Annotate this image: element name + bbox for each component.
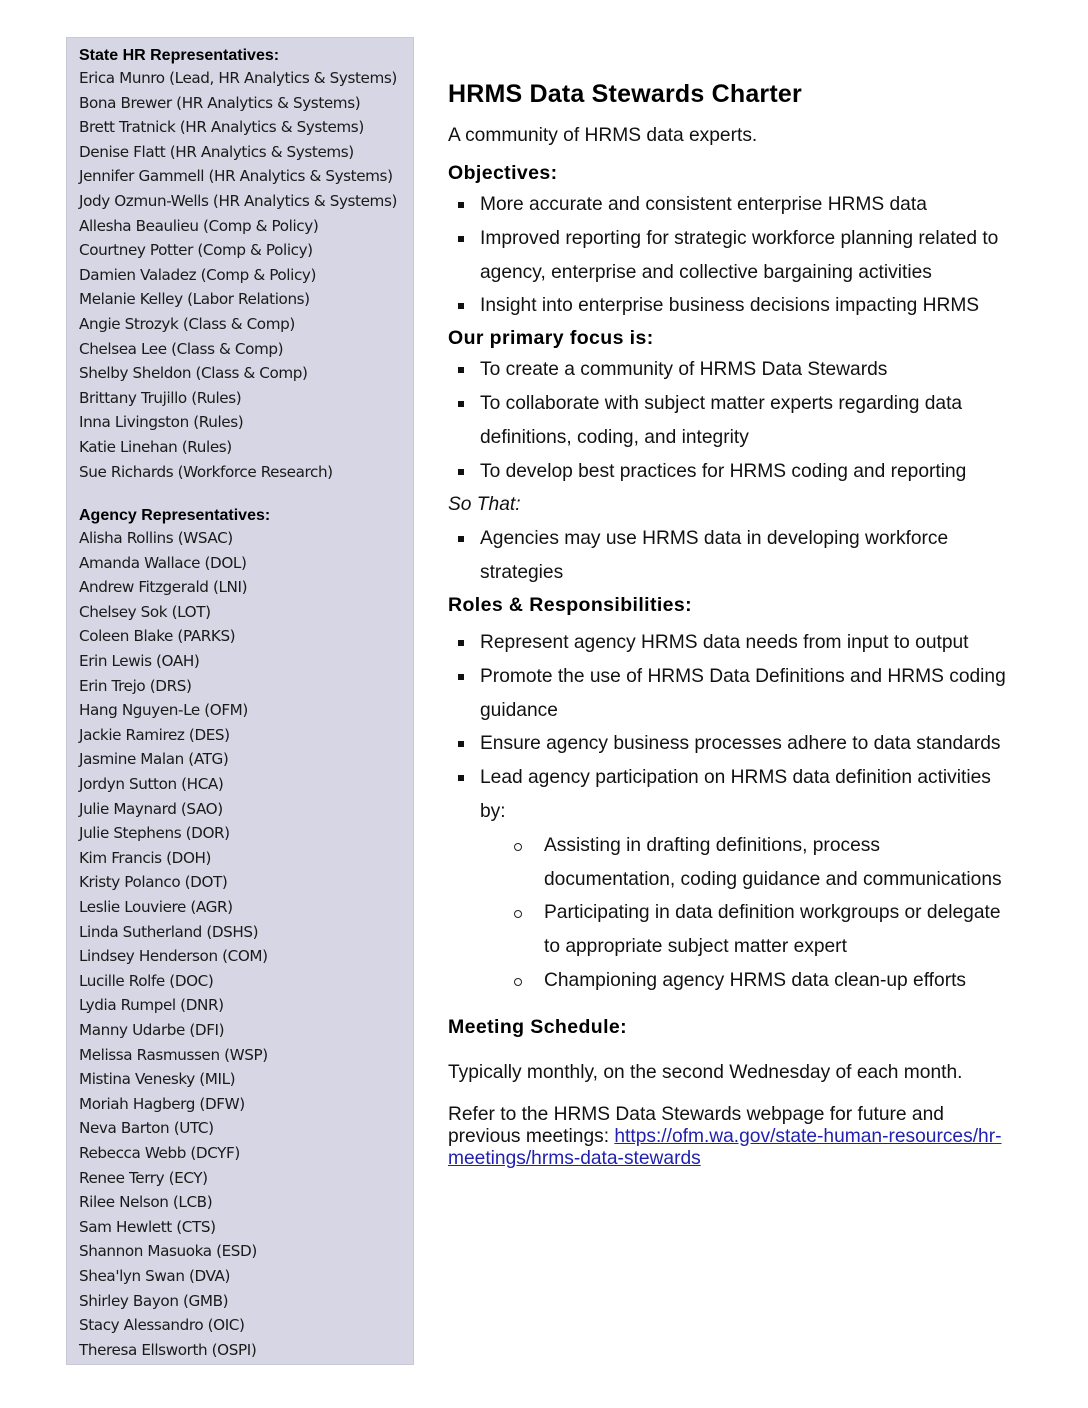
- agency-rep-item: Coleen Blake (PARKS): [79, 627, 236, 646]
- page-title: HRMS Data Stewards Charter: [448, 80, 802, 108]
- representatives-sidebar: [66, 37, 414, 1365]
- state-rep-item: Denise Flatt (HR Analytics & Systems): [79, 142, 354, 161]
- state-rep-item: Jennifer Gammell (HR Analytics & Systems): [79, 167, 393, 186]
- agency-rep-item: Jasmine Malan (ATG): [79, 750, 229, 769]
- agency-rep-item: Rilee Nelson (LCB): [79, 1193, 213, 1212]
- state-rep-item: Inna Livingston (Rules): [79, 413, 244, 432]
- agency-rep-item: Kristy Polanco (DOT): [79, 873, 228, 892]
- agency-rep-item: Moriah Hagberg (DFW): [79, 1094, 245, 1113]
- agency-rep-item: Jackie Ramirez (DES): [79, 725, 230, 744]
- state-hr-list: [79, 66, 413, 484]
- so-that-item: Agencies may use HRMS data in developing workforce strategies: [448, 522, 1008, 590]
- agency-rep-item: Rebecca Webb (DCYF): [79, 1143, 240, 1162]
- agency-rep-item: Leslie Louviere (AGR): [79, 898, 233, 916]
- state-rep-item: Damien Valadez (Comp & Policy): [79, 265, 317, 284]
- state-rep-item: Sue Richards (Workforce Research): [79, 462, 333, 481]
- subtitle: A community of HRMS data experts.: [448, 125, 758, 146]
- objectives-list: [448, 188, 1008, 323]
- agency-rep-item: Manny Udarbe (DFI): [79, 1020, 225, 1039]
- state-rep-item: Erica Munro (Lead, HR Analytics & Systems): [79, 69, 397, 87]
- role-sub-item: Championing agency HRMS data clean-up efforts: [448, 964, 1008, 998]
- roles-heading: Roles & Responsibilities:: [448, 593, 693, 616]
- agency-rep-item: Mistina Venesky (MIL): [79, 1070, 236, 1089]
- objective-item: Insight into enterprise business decisions impacting HRMS: [448, 289, 1008, 323]
- state-rep-item: Katie Linehan (Rules): [79, 437, 232, 456]
- agency-rep-item: Linda Sutherland (DSHS): [79, 922, 259, 941]
- agency-rep-item: Alisha Rollins (WSAC): [79, 529, 233, 548]
- agency-rep-item: Stacy Alessandro (OIC): [79, 1316, 245, 1335]
- agency-rep-item: Shea'lyn Swan (DVA): [79, 1266, 231, 1285]
- agency-heading: Agency Representatives:: [79, 507, 271, 525]
- agency-rep-item: Lucille Rolfe (DOC): [79, 971, 214, 990]
- focus-list: [448, 353, 1008, 488]
- focus-heading: Our primary focus is:: [448, 327, 654, 350]
- agency-rep-item: Lindsey Henderson (COM): [79, 947, 268, 966]
- agency-rep-item: Shirley Bayon (GMB): [79, 1291, 229, 1310]
- state-rep-item: Shelby Sheldon (Class & Comp): [79, 364, 308, 383]
- meeting-schedule: Typically monthly, on the second Wednesday of each month.: [448, 1061, 963, 1083]
- role-item: Represent agency HRMS data needs from input to output: [448, 626, 1008, 660]
- refer-paragraph: [448, 1104, 1008, 1170]
- agency-rep-item: Renee Terry (ECY): [79, 1168, 208, 1187]
- role-item: Ensure agency business processes adhere to data standards: [448, 727, 1008, 761]
- agency-rep-item: Erin Trejo (DRS): [79, 676, 192, 695]
- state-rep-item: Jody Ozmun-Wells (HR Analytics & Systems): [79, 191, 397, 210]
- state-rep-item: Melanie Kelley (Labor Relations): [79, 290, 310, 309]
- agency-rep-item: Chelsey Sok (LOT): [79, 602, 211, 621]
- agency-rep-item: Neva Barton (UTC): [79, 1119, 214, 1138]
- agency-rep-item: Melissa Rasmussen (WSP): [79, 1045, 268, 1064]
- agency-rep-item: Jordyn Sutton (HCA): [79, 775, 224, 794]
- agency-list: [79, 526, 413, 1362]
- data-stewards-link[interactable]: https://ofm.wa.gov/state-human-resources/hr-meetings/hrms-data-stewards: [448, 1125, 1002, 1169]
- charter-content: [448, 78, 1008, 1170]
- agency-rep-item: Lydia Rumpel (DNR): [79, 996, 224, 1015]
- agency-rep-item: Theresa Ellsworth (OSPI): [79, 1340, 257, 1359]
- objective-item: Improved reporting for strategic workforce planning related to agency, enterprise and collective bargaining activities: [448, 222, 1008, 290]
- role-sub-item: Assisting in drafting definitions, process documentation, coding guidance and communications: [448, 829, 1008, 897]
- state-rep-item: Brett Tratnick (HR Analytics & Systems): [79, 118, 364, 137]
- role-item: Promote the use of HRMS Data Definitions and HRMS coding guidance: [448, 660, 1008, 728]
- agency-rep-item: Kim Francis (DOH): [79, 848, 212, 867]
- role-item: Lead agency participation on HRMS data definition activities by:: [448, 761, 1008, 829]
- role-sub-item: Participating in data definition workgroups or delegate to appropriate subject matter expert: [448, 896, 1008, 964]
- objective-item: More accurate and consistent enterprise HRMS data: [448, 188, 1008, 222]
- focus-item: To create a community of HRMS Data Stewards: [448, 353, 1008, 387]
- roles-sub-list: [448, 829, 1008, 998]
- state-rep-item: Chelsea Lee (Class & Comp): [79, 339, 284, 358]
- state-rep-item: Allesha Beaulieu (Comp & Policy): [79, 216, 319, 235]
- objectives-heading: Objectives:: [448, 162, 558, 184]
- agency-rep-item: Shannon Masuoka (ESD): [79, 1242, 257, 1261]
- state-hr-heading: State HR Representatives:: [79, 47, 280, 64]
- agency-rep-item: Andrew Fitzgerald (LNI): [79, 578, 248, 597]
- agency-rep-item: Erin Lewis (OAH): [79, 652, 200, 671]
- agency-rep-item: Julie Stephens (DOR): [79, 824, 230, 843]
- agency-rep-item: Sam Hewlett (CTS): [79, 1217, 216, 1236]
- meeting-heading: Meeting Schedule:: [448, 1015, 628, 1038]
- so-that-list: [448, 522, 1008, 590]
- agency-rep-item: Julie Maynard (SAO): [79, 799, 223, 818]
- focus-item: To develop best practices for HRMS coding and reporting: [448, 455, 1008, 489]
- agency-rep-item: Hang Nguyen-Le (OFM): [79, 701, 248, 720]
- state-rep-item: Courtney Potter (Comp & Policy): [79, 241, 313, 260]
- refer-text: Refer to the HRMS Data Stewards webpage for future and previous meetings:: [448, 1103, 944, 1147]
- so-that-label: So That:: [448, 494, 521, 516]
- roles-list: [448, 626, 1008, 829]
- state-rep-item: Angie Strozyk (Class & Comp): [79, 314, 295, 333]
- state-rep-item: Bona Brewer (HR Analytics & Systems): [79, 93, 361, 112]
- state-rep-item: Brittany Trujillo (Rules): [79, 388, 242, 407]
- focus-item: To collaborate with subject matter experts regarding data definitions, coding, and integrity: [448, 387, 1008, 455]
- agency-rep-item: Amanda Wallace (DOL): [79, 553, 247, 572]
